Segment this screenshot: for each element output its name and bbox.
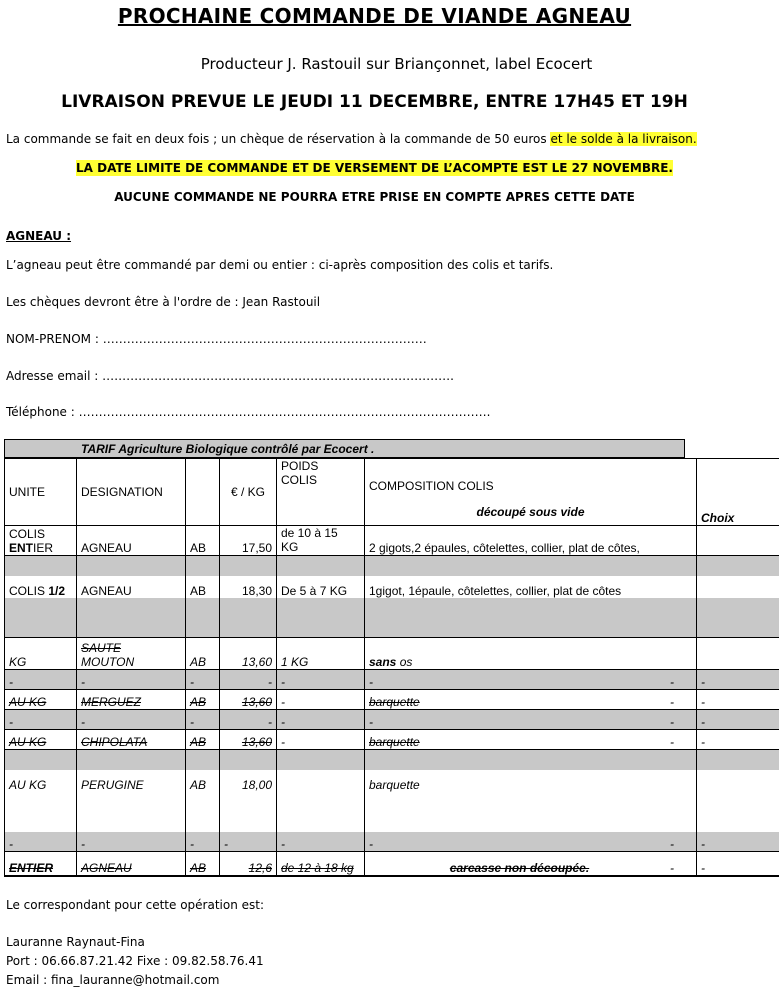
table-row	[5, 690, 779, 710]
r3-choix[interactable]	[697, 638, 779, 670]
header-unite: UNITE	[5, 459, 77, 526]
r4-unite: AU KG	[5, 690, 77, 710]
page-title: PROCHAINE COMMANDE DE VIANDE AGNEAU	[117, 4, 632, 28]
r2-poids: De 5 à 7 KG	[277, 576, 365, 598]
dash-row: - - - - - - - -	[5, 710, 779, 730]
r2-price: 18,30	[220, 576, 277, 598]
producer-line: Producteur J. Rastouil sur Briançonnet, label Ecocert	[200, 55, 593, 73]
r6-price: 18,00	[220, 770, 277, 792]
r6-composition: barquette	[365, 770, 697, 792]
r7-choix[interactable]: -	[697, 852, 779, 876]
r5-price: 13,60	[220, 730, 277, 750]
r5-composition: barquette -	[365, 730, 697, 750]
contact-email[interactable]: Email : fina_lauranne@hotmail.com	[6, 973, 220, 987]
r1-designation: AGNEAU	[77, 526, 186, 556]
table-row	[5, 770, 779, 792]
r4-choix[interactable]: -	[697, 690, 779, 710]
tariff-band-label: TARIF Agriculture Biologique contrôlé par Ecocert .	[81, 442, 375, 456]
section-heading: AGNEAU :	[6, 229, 72, 243]
tariff-band	[4, 439, 685, 458]
section-description: L’agneau peut être commandé par demi ou entier : ci-après composition des colis et tarifs.	[6, 258, 554, 272]
r1-composition: 2 gigots,2 épaules, côtelettes, collier, plat de côtes,	[365, 526, 697, 556]
r3-unite: KG	[5, 638, 77, 670]
email-field[interactable]: Adresse email : …………………………………………………………………………….	[6, 369, 454, 383]
r3-composition: sans os	[365, 638, 697, 670]
contact-name: Lauranne Raynaut-Fina	[6, 935, 145, 949]
header-designation: DESIGNATION	[77, 459, 186, 526]
header-sub: découpé sous vide	[476, 505, 585, 519]
r3-poids: 1 KG	[277, 638, 365, 670]
table-row	[5, 576, 779, 598]
r1-choix[interactable]	[697, 526, 779, 556]
table-row	[5, 638, 779, 670]
r5-label: AB	[186, 730, 220, 750]
r6-label: AB	[186, 770, 220, 792]
r6-poids	[277, 770, 365, 792]
contact-phone: Port : 06.66.87.21.42 Fixe : 09.82.58.76.41	[6, 954, 264, 968]
cheques-line: Les chèques devront être à l'ordre de : Jean Rastouil	[6, 295, 321, 309]
r4-composition: barquette -	[365, 690, 697, 710]
r1-unite: COLIS ENTIER	[5, 526, 77, 556]
intro-highlight: et le solde à la livraison.	[550, 132, 697, 146]
intro-text: La commande se fait en deux fois ; un chèque de réservation à la commande de 50 euros	[6, 132, 551, 146]
r7-label: AB	[186, 852, 220, 876]
r7-composition: carcasse non découpée. -	[365, 852, 697, 876]
r6-designation: PERUGINE	[77, 770, 186, 792]
r3-designation: SAUTE MOUTON	[77, 638, 186, 670]
header-composition: COMPOSITION COLIS découpé sous vide	[365, 459, 697, 526]
r2-unite: COLIS 1/2	[5, 576, 77, 598]
header-poids: POIDS COLIS	[277, 459, 365, 526]
dash-row: - - - - - - - -	[5, 832, 779, 852]
r2-designation: AGNEAU	[77, 576, 186, 598]
table-header-row	[5, 459, 779, 526]
r1-price: 17,50	[220, 526, 277, 556]
r7-price: 12,6	[220, 852, 277, 876]
r3-price: 13,60	[220, 638, 277, 670]
r4-poids: -	[277, 690, 365, 710]
header-label	[186, 459, 220, 526]
name-field[interactable]: NOM-PRENOM : ………………………………………………………………………	[6, 332, 427, 346]
r5-designation: CHIPOLATA	[77, 730, 186, 750]
r6-choix[interactable]	[697, 770, 779, 792]
tariff-table	[4, 458, 779, 877]
r4-designation: MERGUEZ	[77, 690, 186, 710]
deadline-notice	[0, 161, 749, 175]
r1-label: AB	[186, 526, 220, 556]
r4-price: 13,60	[220, 690, 277, 710]
r5-poids: -	[277, 730, 365, 750]
r5-choix[interactable]: -	[697, 730, 779, 750]
r1-poids: de 10 à 15 KG	[277, 526, 365, 556]
r7-designation: AGNEAU	[77, 852, 186, 876]
r5-unite: AU KG	[5, 730, 77, 750]
deadline-text: LA DATE LIMITE DE COMMANDE ET DE VERSEMENT DE L’ACOMPTE EST LE 27 NOVEMBRE.	[76, 161, 673, 175]
r4-label: AB	[186, 690, 220, 710]
delivery-line: LIVRAISON PREVUE LE JEUDI 11 DECEMBRE, ENTRE 17H45 ET 19H	[61, 92, 688, 112]
r6-unite: AU KG	[5, 770, 77, 792]
header-choix: Choix	[697, 459, 779, 526]
phone-field[interactable]: Téléphone : ………………………………………………………………………………………….	[6, 405, 491, 419]
r7-poids: de 12 à 18 kg	[277, 852, 365, 876]
header-price: € / KG	[220, 459, 277, 526]
r3-label: AB	[186, 638, 220, 670]
r2-choix[interactable]	[697, 576, 779, 598]
r2-composition: 1gigot, 1épaule, côtelettes, collier, plat de côtes	[365, 576, 697, 598]
table-row	[5, 526, 779, 556]
r7-unite: ENTIER	[5, 852, 77, 876]
intro-paragraph	[6, 132, 697, 146]
r2-label: AB	[186, 576, 220, 598]
footer-intro: Le correspondant pour cette opération est:	[6, 898, 265, 912]
warning-notice: AUCUNE COMMANDE NE POURRA ETRE PRISE EN COMPTE APRES CETTE DATE	[114, 190, 635, 204]
table-row	[5, 730, 779, 750]
dash-row: - - - - - - - -	[5, 670, 779, 690]
table-row	[5, 852, 779, 876]
